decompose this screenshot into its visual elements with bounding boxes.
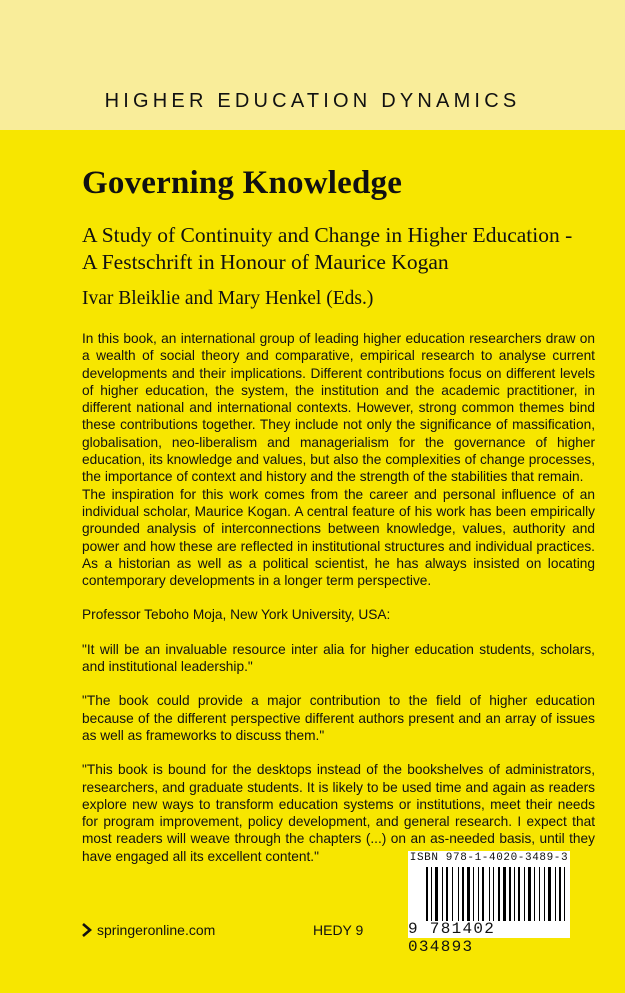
website-label: springeronline.com <box>97 922 216 938</box>
book-title: Governing Knowledge <box>82 165 403 201</box>
quote-2: "The book could provide a major contribution to the field of higher education because of the different perspective different authors present and an array of issues as well as frameworks to discuss them." <box>82 693 595 743</box>
subtitle-line-1: A Study of Continuity and Change in Higher Education - <box>82 223 573 247</box>
ean-digits: 9 781402 034893 <box>408 920 496 956</box>
subtitle-line-2: A Festschrift in Honour of Maurice Kogan <box>82 250 449 274</box>
isbn-number: ISBN 978-1-4020-3489-3 <box>409 852 569 864</box>
isbn-barcode <box>408 851 570 956</box>
back-cover-text <box>82 330 595 865</box>
series-code: HEDY 9 <box>313 922 364 938</box>
quote-1: "It will be an invaluable resource inter alia for higher education students, scholars, and institutional leadership." <box>82 641 595 675</box>
book-subtitle <box>82 222 622 276</box>
reviewer-attribution: Professor Teboho Moja, New York University, USA: <box>82 607 391 623</box>
inspiration-paragraph: The inspiration for this work comes from the career and personal influence of an individual scholar, Maurice Kogan. A central feature of his work has been empirically grounded analysis of interconnections between knowledge, values, authority and power and how these are reflected in institutional structures and individual practices. As a historian as well as a political scientist, he has always insisted on locating contemporary developments in a longer term perspective. <box>82 486 595 589</box>
chevron-right-icon <box>82 923 92 937</box>
description-paragraph: In this book, an international group of leading higher education researchers draw on a wealth of social theory and comparative, empirical research to analyse current developments and their implications. Different contributions focus on different levels of higher education, the system, the institution and the academic practitioner, in different national and international contexts. However, strong common themes bind these contributions together. They include not only the significance of massification, globalisation, neo-liberalism and managerialism for the governance of higher education, its knowledge and values, but also the complexities of change processes, the importance of context and history and the strength of the stabilities that remain. <box>82 331 595 485</box>
quote-3: "This book is bound for the desktops instead of the bookshelves of administrators, researchers, and graduate students. It is likely to be used time and again as readers explore new ways to transform education systems or institutions, meet their needs for program improvement, policy development, and general research. I expect that most readers will weave through the chapters (...) on an as-needed basis, until they have engaged all its excellent content." <box>82 762 595 864</box>
book-editors: Ivar Bleiklie and Mary Henkel (Eds.) <box>82 288 374 309</box>
springer-link[interactable] <box>82 922 215 938</box>
series-title: HIGHER EDUCATION DYNAMICS <box>104 90 521 112</box>
barcode-bars <box>426 867 566 921</box>
